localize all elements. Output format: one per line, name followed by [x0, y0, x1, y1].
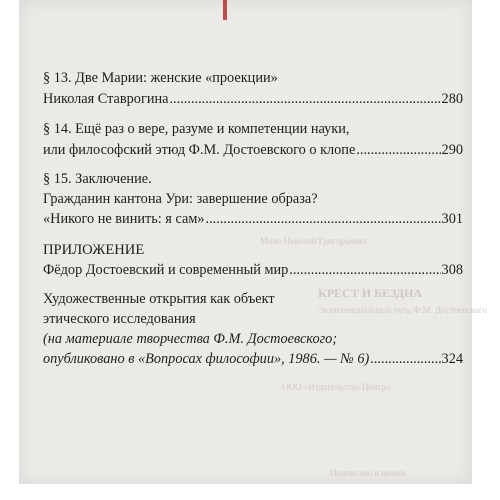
- bookmark-ribbon: [223, 0, 227, 20]
- toc-entry-article-page: 324: [441, 351, 463, 367]
- leader-dots: [370, 351, 440, 368]
- toc-entry-15-title: § 15. Заключение.: [43, 171, 152, 187]
- bleed-through-title: КРЕСТ И БЕЗДНА: [318, 286, 422, 300]
- toc-entry-13-title-end: Николая Ставрогина: [43, 91, 169, 107]
- bleed-through-publisher: ООО «Издательство Центр»: [282, 382, 391, 392]
- toc-entry-15-title-end: «Никого не винить: я сам»: [43, 211, 205, 227]
- toc-entry-14: [43, 142, 463, 159]
- toc-entry-13-title: § 13. Две Марии: женские «проекции»: [43, 70, 278, 86]
- toc-entry-15: [43, 211, 463, 228]
- toc-entry-article-note: (на материале творчества Ф.М. Достоевского;: [43, 331, 338, 347]
- appendix-heading: ПРИЛОЖЕНИЕ: [43, 242, 145, 258]
- leader-dots: [169, 91, 440, 108]
- toc-entry-article: [43, 351, 463, 368]
- toc-entry-article-title: Художественные открытия как объект: [43, 291, 275, 307]
- bleed-through-subtitle: Экзистенциальный путь Ф.М. Достоевского: [318, 305, 487, 315]
- toc-entry-14-title: § 14. Ещё раз о вере, разуме и компетенции науки,: [43, 121, 350, 137]
- toc-entry-13: [43, 91, 463, 108]
- bleed-through-text: Мико Николай Григорьевич: [260, 236, 367, 246]
- bleed-through-imprint: Подписано в печать: [330, 468, 407, 478]
- toc-entry-15-page: 301: [441, 211, 463, 227]
- toc-entry-14-page: 290: [441, 142, 463, 158]
- toc-entry-14-title-end: или философский этюд Ф.М. Достоевского о клопе: [43, 142, 356, 158]
- toc-entry-appendix: [43, 262, 463, 279]
- toc-entry-appendix-title: Фёдор Достоевский и современный мир: [43, 262, 289, 278]
- toc-entry-article-note-end: опубликовано в «Вопросах философии», 1986. — № 6): [43, 351, 370, 367]
- toc-entry-13-page: 280: [441, 91, 463, 107]
- toc-entry-15-subtitle: Гражданин кантона Ури: завершение образа?: [43, 191, 318, 207]
- leader-dots: [289, 262, 440, 279]
- toc-entry-appendix-page: 308: [441, 262, 463, 278]
- leader-dots: [356, 142, 440, 159]
- toc-entry-article-title-2: этического исследования: [43, 311, 196, 327]
- leader-dots: [206, 211, 441, 228]
